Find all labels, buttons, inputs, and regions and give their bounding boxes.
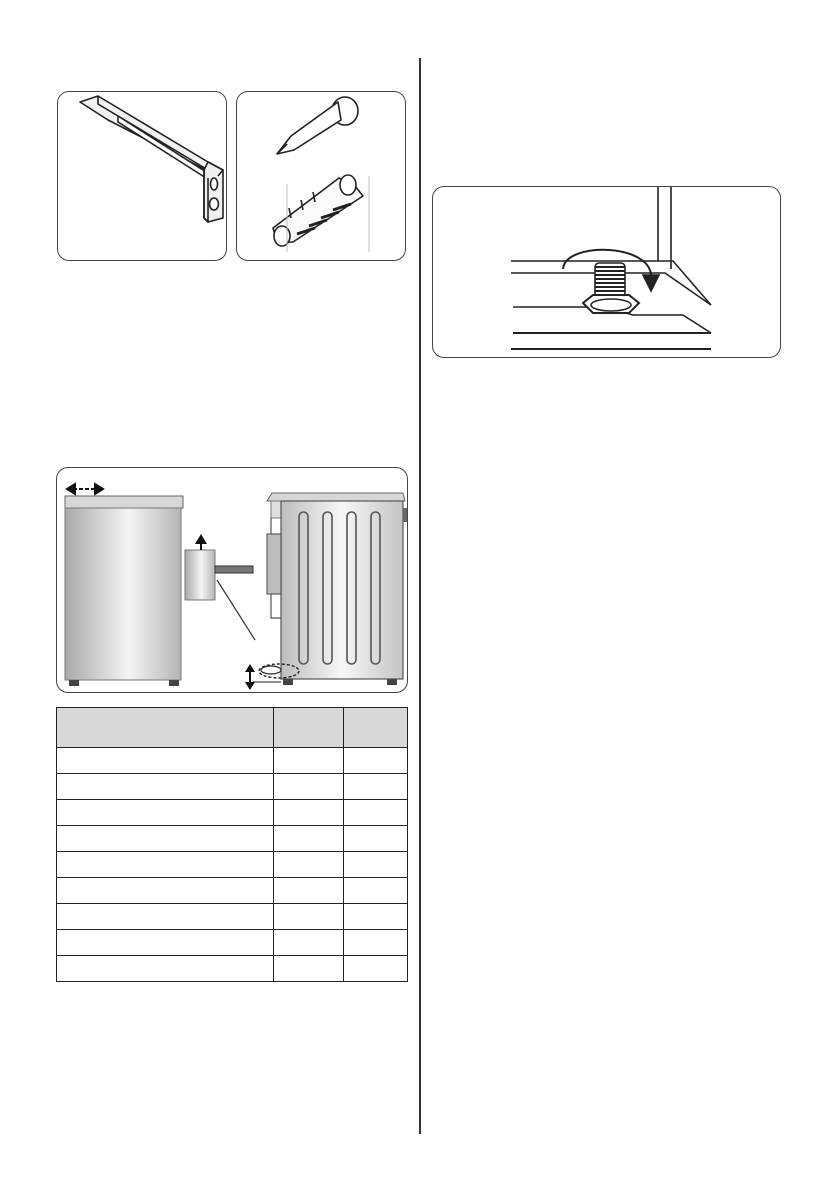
table-cell bbox=[274, 956, 344, 982]
table-row bbox=[57, 852, 408, 878]
table-cell bbox=[57, 800, 274, 826]
table-cell bbox=[344, 826, 408, 852]
table-cell bbox=[274, 800, 344, 826]
table-cell bbox=[57, 956, 274, 982]
table-cell bbox=[57, 878, 274, 904]
spec-table bbox=[56, 707, 408, 982]
adjustable-foot-icon bbox=[433, 187, 781, 358]
table-header-cell bbox=[274, 708, 344, 748]
table-cell bbox=[57, 904, 274, 930]
table-cell bbox=[57, 826, 274, 852]
table-row bbox=[57, 904, 408, 930]
table-row bbox=[57, 956, 408, 982]
appliance-side-view-icon bbox=[57, 468, 408, 693]
figure-screw-and-plug bbox=[236, 91, 406, 261]
table-cell bbox=[274, 826, 344, 852]
table-cell bbox=[274, 774, 344, 800]
table-cell bbox=[344, 774, 408, 800]
table-cell bbox=[344, 800, 408, 826]
table-header-cell bbox=[57, 708, 274, 748]
table-cell bbox=[274, 748, 344, 774]
table-row bbox=[57, 878, 408, 904]
table-row bbox=[57, 774, 408, 800]
table-cell bbox=[274, 878, 344, 904]
table-header-row bbox=[57, 708, 408, 748]
table-cell bbox=[57, 774, 274, 800]
table-cell bbox=[274, 852, 344, 878]
table-cell bbox=[57, 930, 274, 956]
table-row bbox=[57, 930, 408, 956]
column-divider bbox=[419, 58, 421, 1134]
figure-wall-bracket bbox=[57, 91, 227, 261]
table-cell bbox=[274, 904, 344, 930]
table-cell bbox=[344, 904, 408, 930]
table-row bbox=[57, 748, 408, 774]
table-row bbox=[57, 826, 408, 852]
figure-appliance-side-view bbox=[56, 467, 408, 693]
table-cell bbox=[344, 878, 408, 904]
screw-and-wall-plug-icon bbox=[237, 92, 406, 261]
table-cell bbox=[344, 852, 408, 878]
table-cell bbox=[344, 748, 408, 774]
table-header-cell bbox=[344, 708, 408, 748]
wall-bracket-icon bbox=[58, 92, 227, 261]
table-cell bbox=[57, 852, 274, 878]
table-row bbox=[57, 800, 408, 826]
figure-adjustable-foot bbox=[432, 186, 781, 358]
page-bottom-edge bbox=[0, 1186, 840, 1192]
table-cell bbox=[274, 930, 344, 956]
table-cell bbox=[344, 930, 408, 956]
table-cell bbox=[57, 748, 274, 774]
table-cell bbox=[344, 956, 408, 982]
